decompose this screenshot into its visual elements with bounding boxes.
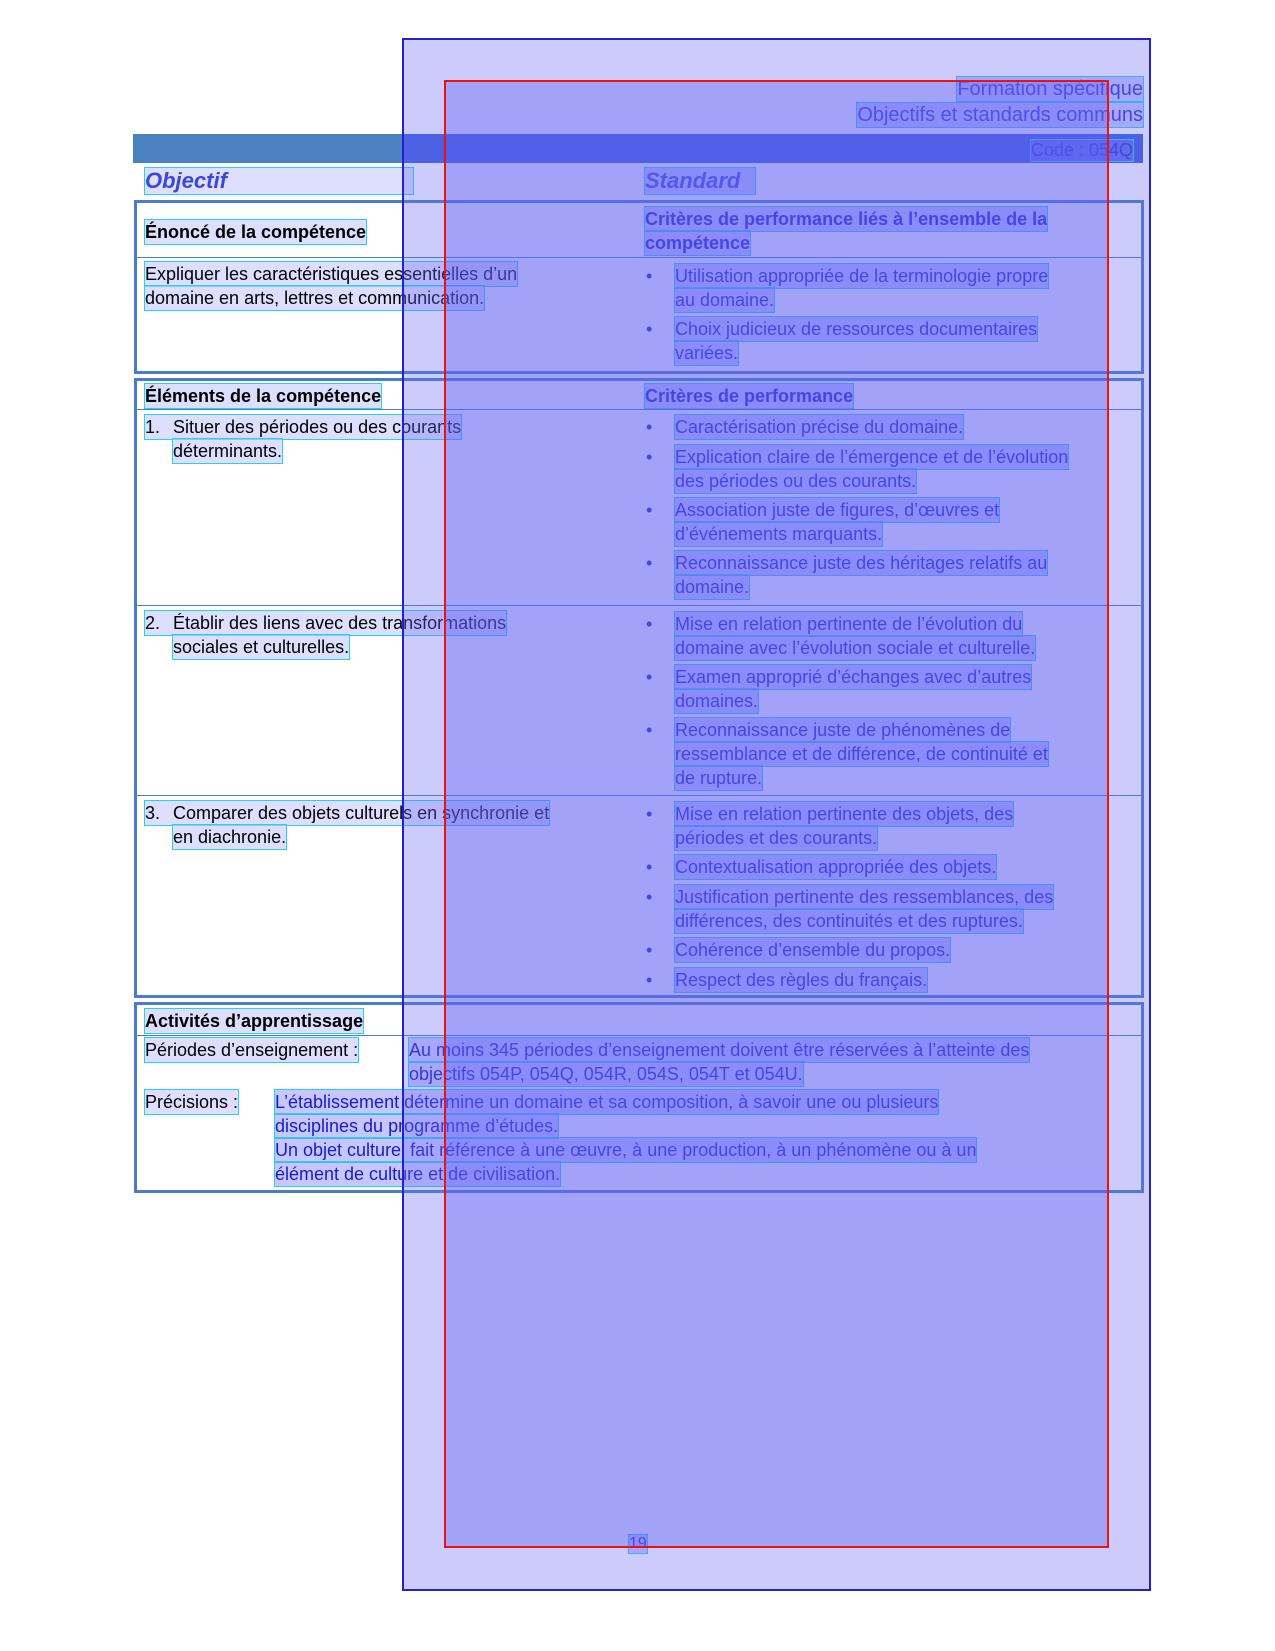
bullet-icon: •: [646, 614, 653, 634]
criteria-line: Respect des règles du français.: [675, 970, 928, 990]
header-formation: Formation spécifique: [957, 78, 1143, 100]
element-1-line2: déterminants.: [173, 441, 283, 461]
criteria-line: périodes et des courants.: [675, 828, 878, 848]
bullet-icon: •: [646, 417, 653, 437]
element-2-line2: sociales et culturelles.: [173, 637, 350, 657]
element-text: Situer des périodes ou des courants: [173, 417, 462, 437]
criteria-line: Mise en relation pertinente des objets, des: [675, 804, 1014, 824]
elements-heading: Éléments de la compétence: [145, 386, 382, 406]
periods-line: Au moins 345 périodes d’enseignement doivent être réservées à l’atteinte des: [409, 1040, 1030, 1060]
criteria-line: domaines.: [675, 691, 759, 711]
criteria-line: domaine.: [675, 577, 750, 597]
header-objectifs: Objectifs et standards communs: [857, 104, 1143, 126]
criteria-line: Cohérence d’ensemble du propos.: [675, 940, 951, 960]
bullet-icon: •: [646, 804, 653, 824]
bullet-icon: •: [646, 887, 653, 907]
criteria-line: des périodes ou des courants.: [675, 471, 917, 491]
periods-line: objectifs 054P, 054Q, 054R, 054S, 054T et 054U.: [409, 1064, 803, 1084]
bullet-icon: •: [646, 553, 653, 573]
criteria-line: variées.: [675, 343, 739, 363]
element-text: Établir des liens avec des transformations: [173, 613, 507, 633]
standard-heading: Standard: [645, 168, 755, 194]
elements-criteria-heading: Critères de performance: [645, 386, 854, 406]
page-number: 19: [629, 1535, 647, 1552]
enonce-criteria-heading-2: compétence: [645, 233, 751, 253]
criteria-line: d’événements marquants.: [675, 524, 883, 544]
precisions-line: élément de culture et de civilisation.: [275, 1164, 561, 1184]
bullet-icon: •: [646, 857, 653, 877]
criteria-line: Choix judicieux de ressources documentaires: [675, 319, 1038, 339]
criteria-line: domaine avec l’évolution sociale et culturelle.: [675, 638, 1036, 658]
criteria-line: Examen approprié d’échanges avec d’autres: [675, 667, 1032, 687]
bullet-icon: •: [646, 970, 653, 990]
bullet-icon: •: [646, 266, 653, 286]
element-number: 2.: [145, 613, 161, 633]
enonce-heading: Énoncé de la compétence: [145, 222, 367, 242]
enonce-criteria-heading-1: Critères de performance liés à l’ensemble de la: [645, 209, 1048, 229]
precisions-line: L’établissement détermine un domaine et sa composition, à savoir une ou plusieurs: [275, 1092, 939, 1112]
criteria-line: Justification pertinente des ressemblances, des: [675, 887, 1054, 907]
element-3-line2: en diachronie.: [173, 827, 287, 847]
element-number: 1.: [145, 417, 161, 437]
bullet-icon: •: [646, 940, 653, 960]
criteria-line: Reconnaissance juste des héritages relatifs au: [675, 553, 1048, 573]
precisions-line: disciplines du programme d’études.: [275, 1116, 559, 1136]
objective-heading: Objectif: [145, 168, 413, 194]
criteria-line: Association juste de figures, d’œuvres et: [675, 500, 1000, 520]
criteria-line: Reconnaissance juste de phénomènes de: [675, 720, 1011, 740]
bullet-icon: •: [646, 500, 653, 520]
enonce-text-1: Expliquer les caractéristiques essentielles d’un: [145, 264, 518, 284]
criteria-line: Caractérisation précise du domaine.: [675, 417, 964, 437]
criteria-line: Mise en relation pertinente de l’évolution du: [675, 614, 1023, 634]
criteria-line: Explication claire de l’émergence et de l’évolution: [675, 447, 1069, 467]
criteria-line: différences, des continuités et des ruptures.: [675, 911, 1023, 931]
criteria-line: ressemblance et de différence, de continuité et: [675, 744, 1048, 764]
red-region-overlay: [444, 80, 1109, 1548]
periods-label: Périodes d’enseignement :: [145, 1040, 359, 1060]
criteria-line: au domaine.: [675, 290, 775, 310]
bullet-icon: •: [646, 667, 653, 687]
enonce-text-2: domaine en arts, lettres et communication.: [145, 288, 485, 308]
bullet-icon: •: [646, 319, 653, 339]
precisions-line: Un objet culturel fait référence à une œuvre, à une production, à un phénomène ou à un: [275, 1140, 977, 1160]
criteria-line: Contextualisation appropriée des objets.: [675, 857, 997, 877]
criteria-line: de rupture.: [675, 768, 763, 788]
bullet-icon: •: [646, 447, 653, 467]
activities-heading: Activités d’apprentissage: [145, 1011, 364, 1031]
precisions-label: Précisions :: [145, 1092, 239, 1112]
criteria-line: Utilisation appropriée de la terminologie propre: [675, 266, 1049, 286]
bullet-icon: •: [646, 720, 653, 740]
element-text: Comparer des objets culturels en synchronie et: [173, 803, 550, 823]
code-label: Code : 054Q: [1030, 140, 1133, 160]
element-number: 3.: [145, 803, 161, 823]
